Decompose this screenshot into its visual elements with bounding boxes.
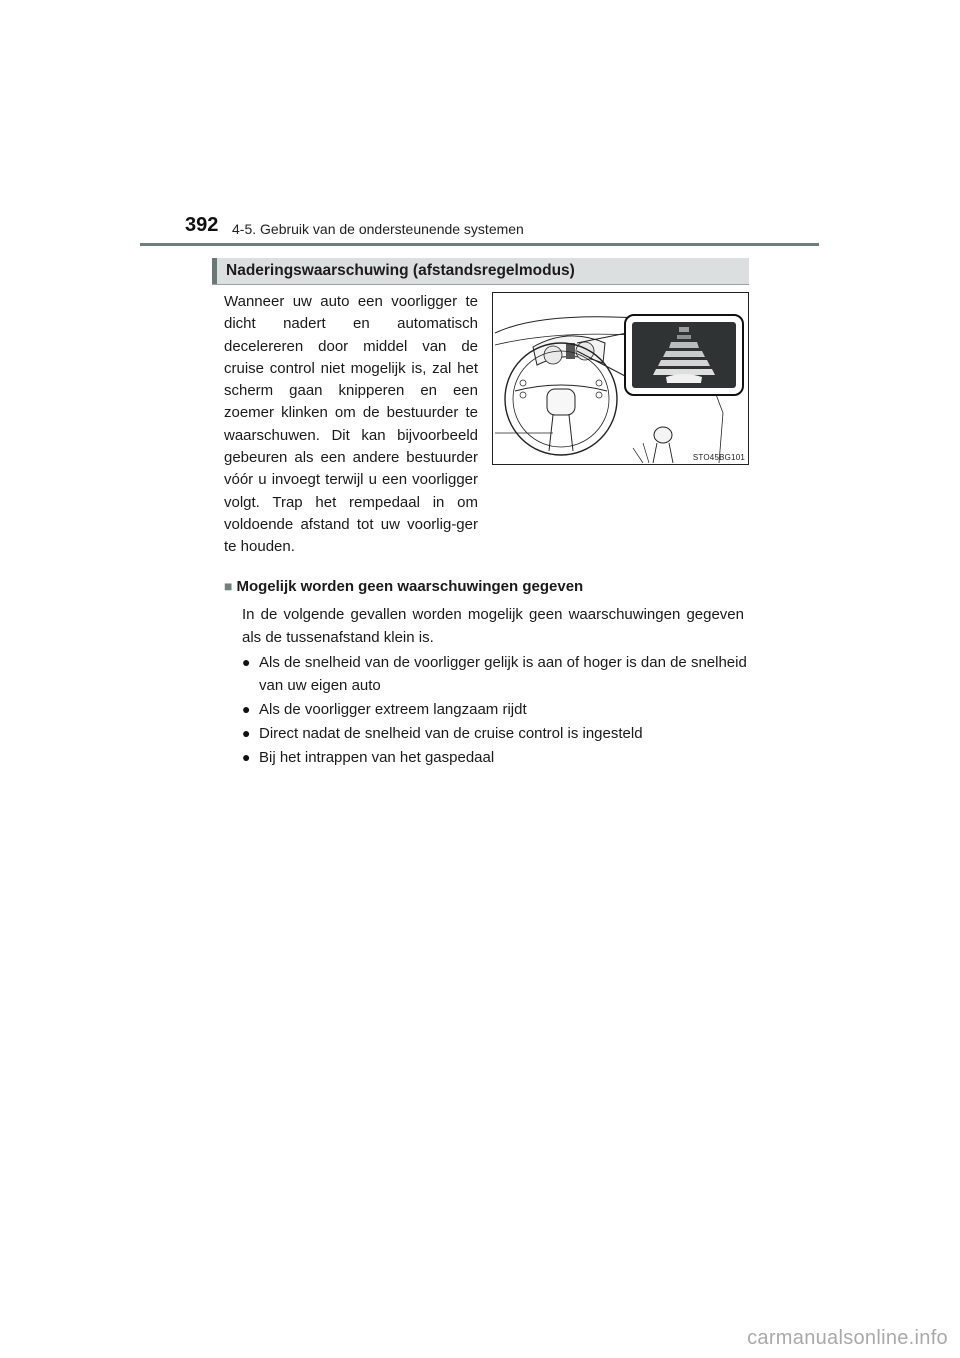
condition-list — [242, 651, 752, 770]
list-item-text: Direct nadat de snelheid van de cruise control is ingesteld — [259, 725, 643, 742]
subsection-heading: Mogelijk worden geen waarschuwingen gegeven — [236, 578, 584, 595]
list-item-text: Bij het intrappen van het gaspedaal — [259, 749, 495, 766]
bullet-dot-icon: ● — [242, 654, 251, 670]
list-item-text: Als de snelheid van de voorligger gelijk is aan of hoger is dan de snelheid van uw eigen auto — [259, 654, 747, 694]
square-bullet-icon: ■ — [224, 578, 233, 594]
page-number: 392 — [185, 214, 219, 236]
watermark: carmanualsonline.info — [747, 1327, 948, 1349]
dashboard-illustration — [492, 292, 749, 465]
subsection-heading-line — [224, 578, 754, 595]
section-title-bar — [212, 258, 749, 285]
list-item — [242, 722, 752, 745]
bullet-dot-icon: ● — [242, 701, 251, 717]
bullet-dot-icon: ● — [242, 749, 251, 765]
header-rule — [140, 243, 819, 246]
section-path: 4-5. Gebruik van de ondersteunende systemen — [232, 221, 524, 237]
intro-paragraph: Wanneer uw auto een voorligger te dicht nadert en automatisch decelereren door middel van de cruise control niet mogelijk is, zal het scherm gaan knipperen en een zoemer klinken om de bestuurder te waarschuwen. Dit kan bijvoorbeeld gebeuren als een andere bestuurder vóór u invoegt terwijl u een voorligger volgt. Trap het rempedaal in om voldoende afstand tot uw voorlig-ger te houden. — [224, 293, 478, 556]
list-item — [242, 698, 752, 721]
section-title: Naderingswaarschuwing (afstandsregelmodus) — [226, 262, 575, 279]
figure-code: STO45BG101 — [692, 453, 745, 462]
bullet-dot-icon: ● — [242, 725, 251, 741]
list-item — [242, 746, 752, 769]
list-item — [242, 651, 752, 697]
dashboard-drawing — [493, 293, 748, 464]
list-item-text: Als de voorligger extreem langzaam rijdt — [259, 701, 527, 718]
subsection-intro: In de volgende gevallen worden mogelijk geen waarschuwingen gegeven als de tussenafstand klein is. — [242, 606, 744, 646]
title-accent — [212, 258, 217, 284]
